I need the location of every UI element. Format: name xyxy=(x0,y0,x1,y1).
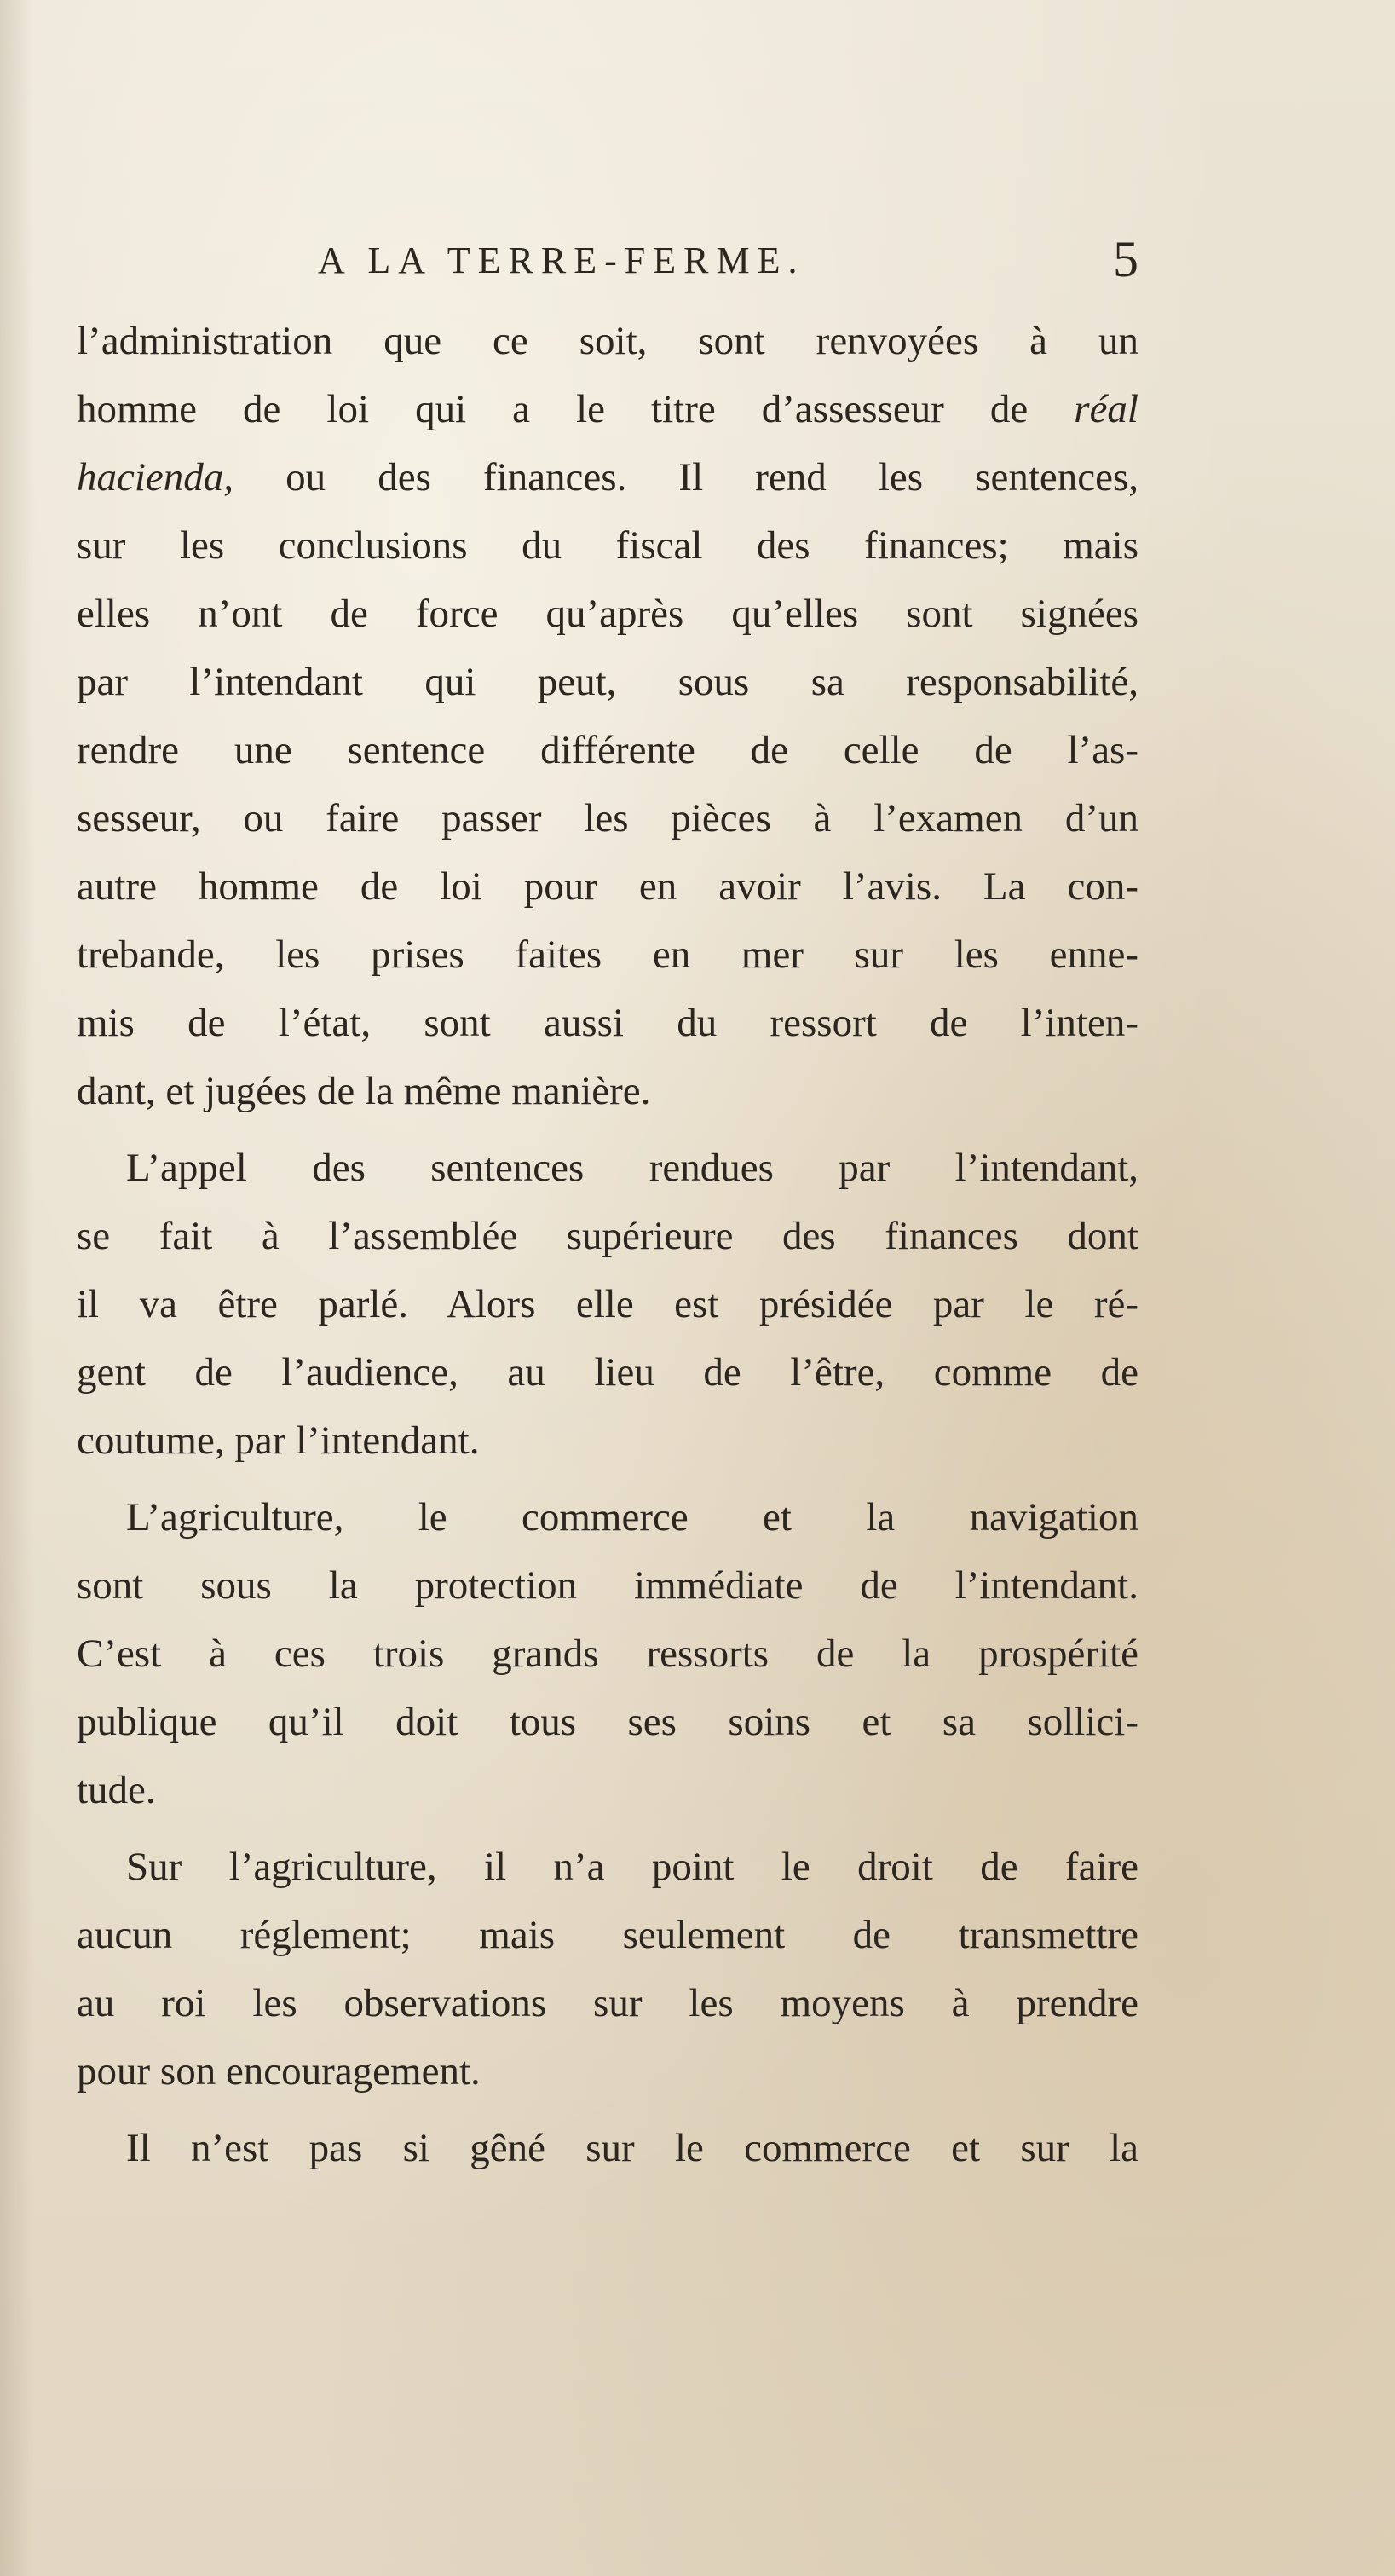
paragraph-1 xyxy=(77,307,1138,1125)
paragraph-3 xyxy=(77,1483,1138,1824)
text-line: tude. xyxy=(77,1768,156,1812)
text-line: publique qu’il doit tous ses soins et sa sollici- xyxy=(77,1700,1138,1744)
text-segment: ou des finances. Il rend les sentences, xyxy=(233,455,1138,500)
text-line: l’administration que ce soit, sont renvoyées à un xyxy=(77,319,1138,363)
paragraph-4 xyxy=(77,1833,1138,2105)
text-line: par l’intendant qui peut, sous sa responsabilité, xyxy=(77,660,1138,704)
paragraph-2 xyxy=(77,1134,1138,1475)
text-segment: homme de loi qui a le titre d’assesseur de xyxy=(77,387,1029,431)
text-line: Il n’est pas si gêné sur le commerce et sur la xyxy=(126,2126,1138,2170)
italic-term: réal xyxy=(1074,387,1138,431)
text-line xyxy=(77,443,1138,511)
paragraph-5 xyxy=(77,2114,1138,2182)
text-line: coutume, par l’intendant. xyxy=(77,1418,480,1463)
page-number: 5 xyxy=(1113,231,1138,287)
text-line: rendre une sentence différente de celle de l’as- xyxy=(77,728,1138,772)
text-line: gent de l’audience, au lieu de l’être, comme de xyxy=(77,1350,1138,1395)
text-line: sesseur, ou faire passer les pièces à l’examen d’un xyxy=(77,796,1138,840)
text-line: elles n’ont de force qu’après qu’elles sont signées xyxy=(77,592,1138,636)
body-text xyxy=(77,307,1138,2182)
text-line: se fait à l’assemblée supérieure des finances dont xyxy=(77,1214,1138,1258)
text-line: L’agriculture, le commerce et la navigation xyxy=(126,1495,1138,1539)
text-line: sur les conclusions du fiscal des finances; mais xyxy=(77,523,1138,568)
text-line: pour son encouragement. xyxy=(77,2049,481,2094)
italic-term: hacienda, xyxy=(77,455,234,500)
text-line: au roi les observations sur les moyens à prendre xyxy=(77,1981,1138,2025)
text-line: mis de l’état, sont aussi du ressort de l’inten- xyxy=(77,1001,1138,1045)
text-line: C’est à ces trois grands ressorts de la prospérité xyxy=(77,1632,1138,1676)
text-line: dant, et jugées de la même manière. xyxy=(77,1069,651,1113)
text-line: autre homme de loi pour en avoir l’avis. La con- xyxy=(77,864,1138,909)
text-line: il va être parlé. Alors elle est présidée par le ré- xyxy=(77,1282,1138,1326)
running-header xyxy=(77,230,1138,290)
text-line: Sur l’agriculture, il n’a point le droit de faire xyxy=(126,1845,1138,1889)
text-line: trebande, les prises faites en mer sur les enne- xyxy=(77,933,1138,977)
page-gutter-shadow xyxy=(0,0,34,2576)
text-line xyxy=(77,375,1138,443)
running-title: A LA TERRE-FERME. xyxy=(318,240,805,281)
text-line: L’appel des sentences rendues par l’intendant, xyxy=(126,1146,1138,1190)
text-line: aucun réglement; mais seulement de transmettre xyxy=(77,1913,1138,1957)
text-line: sont sous la protection immédiate de l’intendant. xyxy=(77,1563,1138,1608)
